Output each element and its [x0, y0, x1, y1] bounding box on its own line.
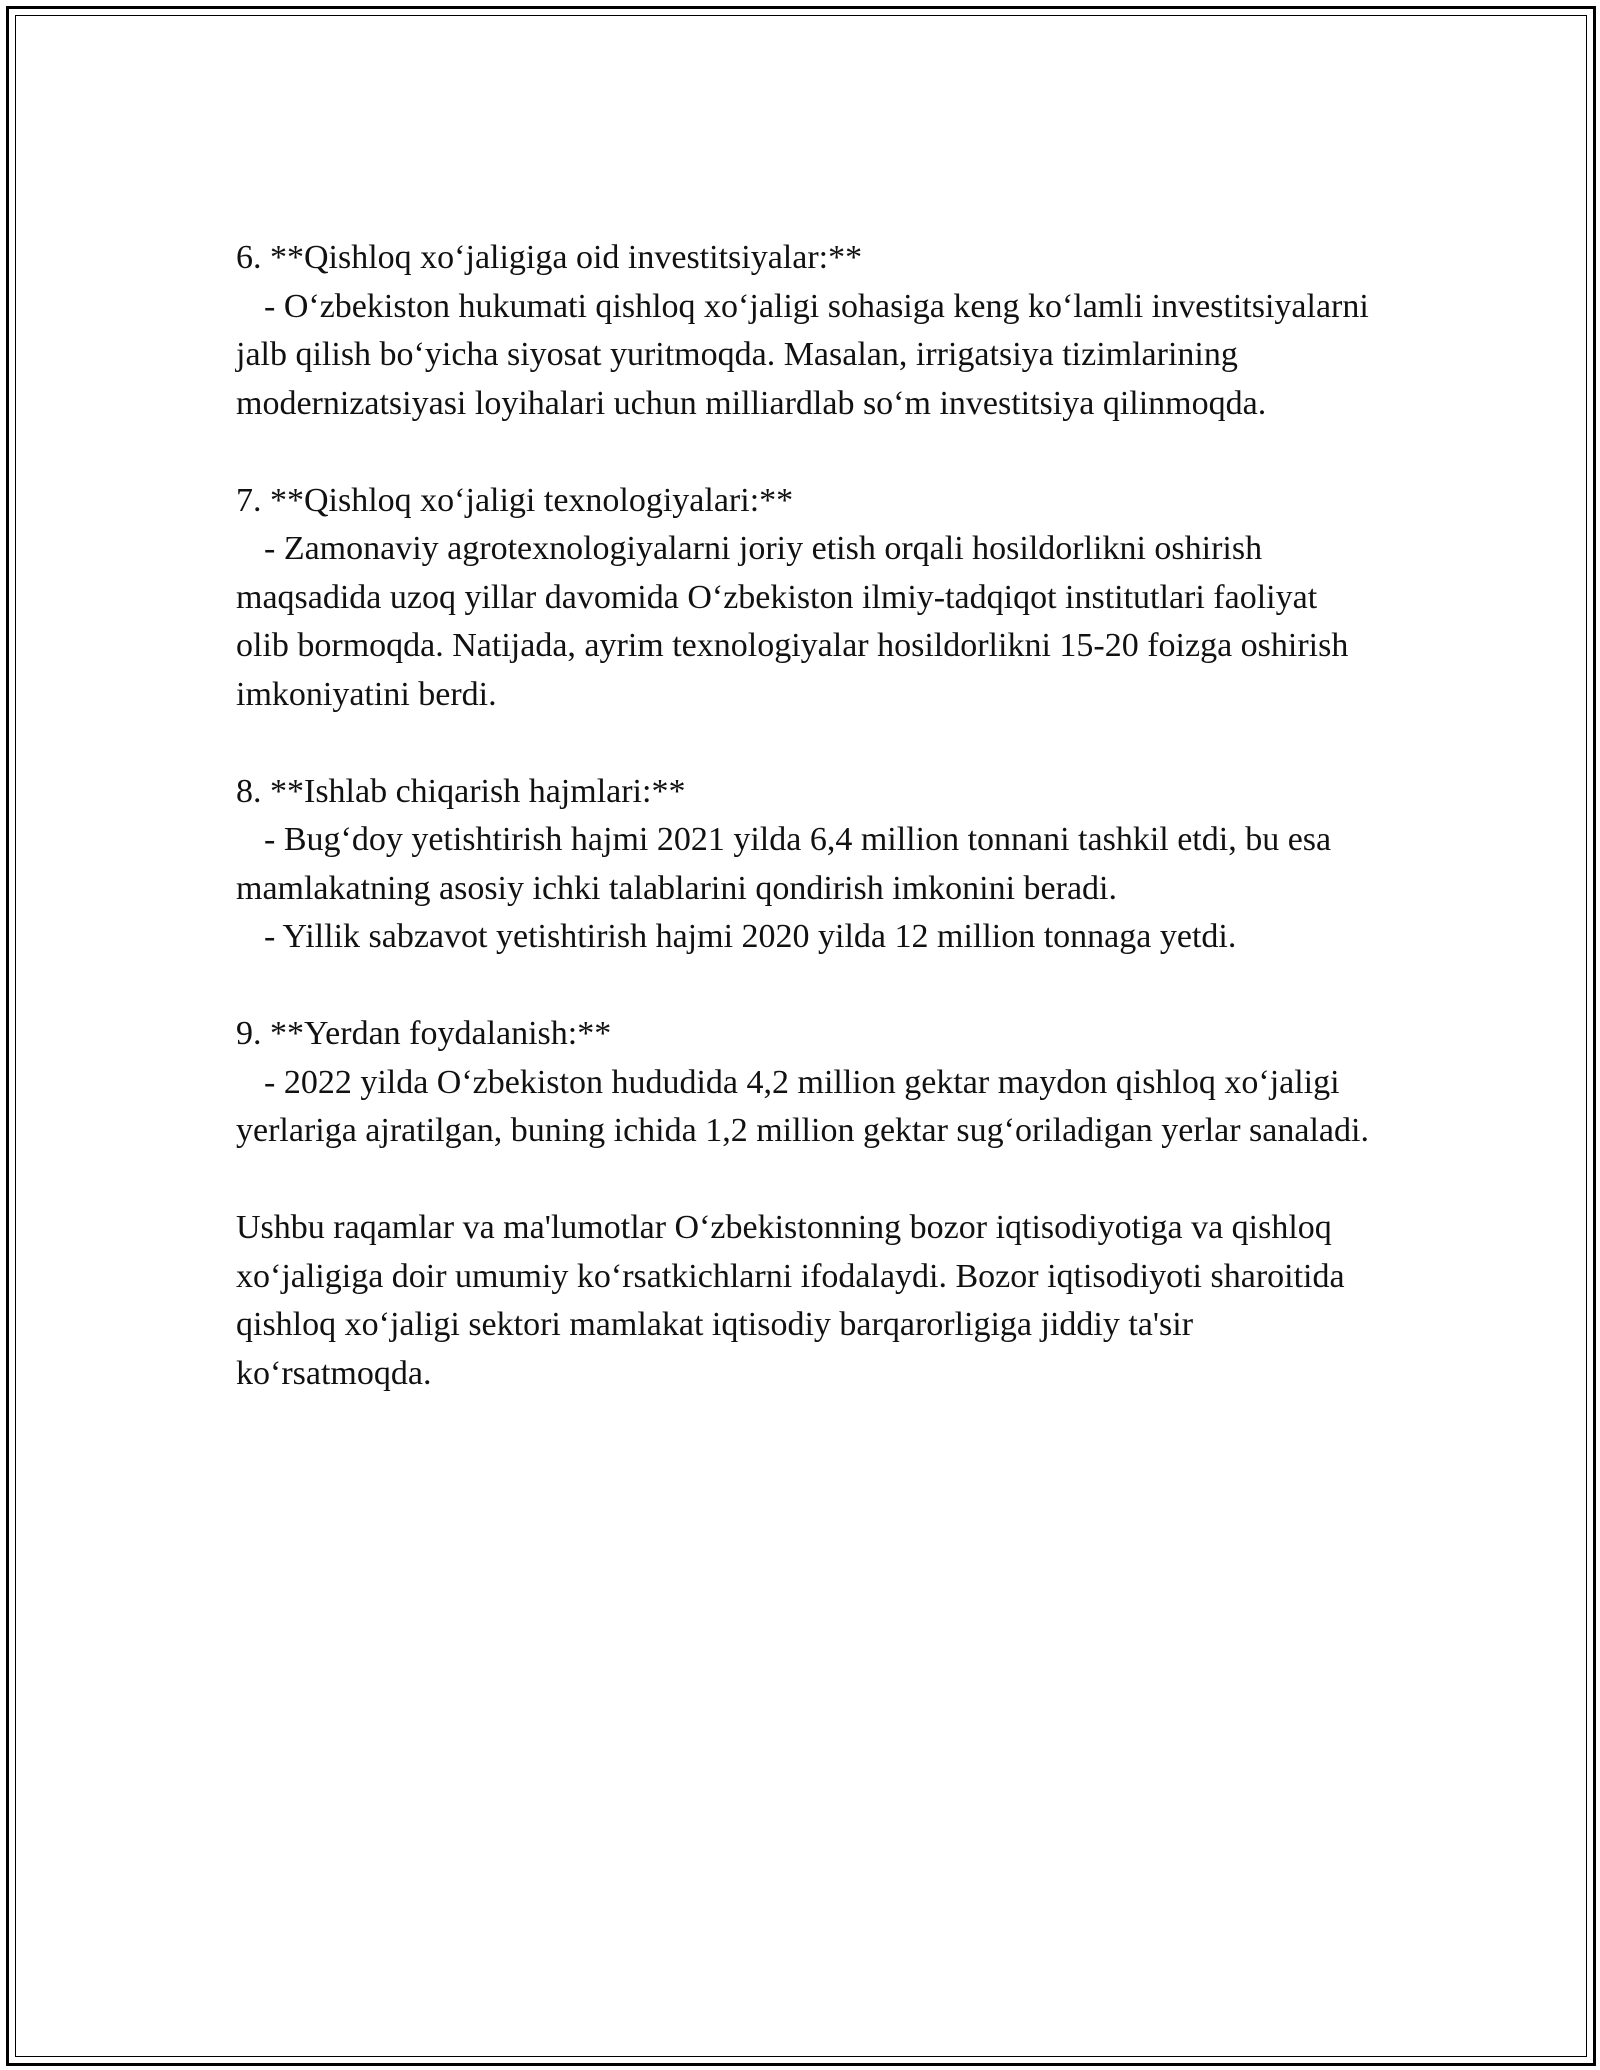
section-heading: 7. **Qishloq xo‘jaligi texnologiyalari:**	[236, 481, 794, 519]
section-technologies	[236, 477, 1376, 720]
document-body	[236, 234, 1376, 1398]
bullet-text: - O‘zbekiston hukumati qishloq xo‘jaligi sohasiga keng ko‘lamli investitsiyalarni jalb qilish bo‘yicha siyosat yuritmoqda. Masalan, irrigatsiya tizimlarining modernizatsiyasi loyihalari uchun milliardlab so‘m investitsiya qilinmoqda.	[236, 287, 1378, 422]
section-heading: 6. **Qishloq xo‘jaligiga oid investitsiyalar:**	[236, 239, 863, 276]
bullet-text: - Bug‘doy yetishtirish hajmi 2021 yilda 6,4 million tonnani tashkil etdi, bu esa mamlakatning asosiy ichki talablarini qondirish imkonini beradi.	[236, 821, 1340, 907]
conclusion-paragraph: Ushbu raqamlar va ma'lumotlar O‘zbekistonning bozor iqtisodiyotiga va qishloq xo‘jaligiga doir umumiy ko‘rsatkichlarni ifodalaydi. Bozor iqtisodiyoti sharoitida qishloq xo‘jaligi sektori mamlakat iqtisodiy barqarorligiga jiddiy ta'sir ko‘rsatmoqda.	[236, 1209, 1345, 1392]
section-production-volumes	[236, 768, 1376, 962]
section-heading: 9. **Yerdan foydalanish:**	[236, 1015, 612, 1052]
bullet-text: - 2022 yilda O‘zbekiston hududida 4,2 million gektar maydon qishloq xo‘jaligi yerlariga ajratilgan, buning ichida 1,2 million gektar sug‘oriladigan yerlar sanaladi.	[236, 1063, 1369, 1149]
section-land-use	[236, 1010, 1376, 1156]
section-investments	[236, 234, 1376, 428]
bullet-text: - Yillik sabzavot yetishtirish hajmi 2020 yilda 12 million tonnaga yetdi.	[264, 918, 1237, 955]
section-heading: 8. **Ishlab chiqarish hajmlari:**	[236, 772, 686, 810]
bullet-text: - Zamonaviy agrotexnologiyalarni joriy etish orqali hosildorlikni oshirish maqsadida uzoq yillar davomida O‘zbekiston ilmiy-tadqiqot institutlari faoliyat olib bormoqda. Natijada, ayrim texnologiyalar hosildorlikni 15-20 foizga oshirish imkoniyatini berdi.	[236, 530, 1357, 713]
